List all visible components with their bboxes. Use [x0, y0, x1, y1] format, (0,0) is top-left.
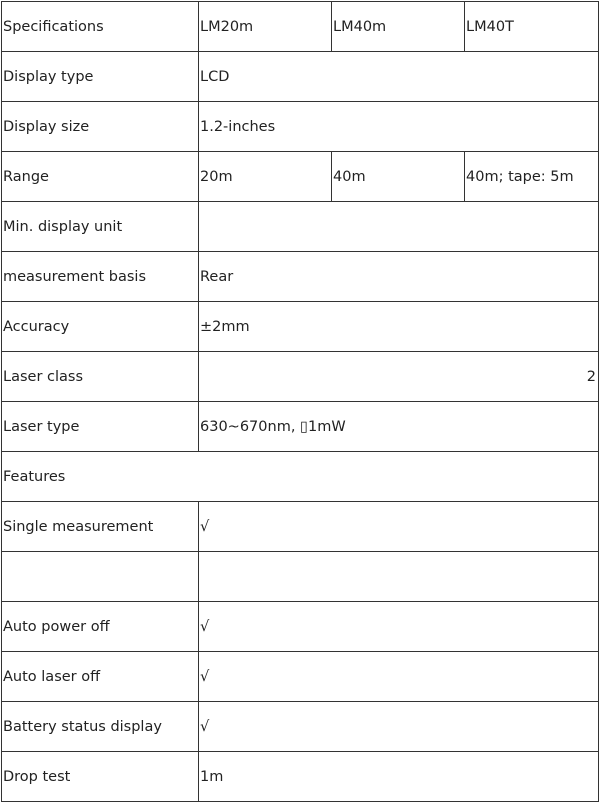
- row-label: Auto laser off: [2, 652, 199, 702]
- row-label: Accuracy: [2, 302, 199, 352]
- table-row: [2, 152, 599, 202]
- specifications-table: [1, 1, 599, 802]
- row-label: Display size: [2, 102, 199, 152]
- model-header-lm20m: LM20m: [199, 2, 332, 52]
- row-value: √: [199, 602, 599, 652]
- row-value: [199, 202, 599, 252]
- row-label: Specifications: [2, 2, 199, 52]
- table-row: [2, 552, 599, 602]
- table-row: [2, 652, 599, 702]
- table-row: [2, 252, 599, 302]
- range-value-lm40t: 40m; tape: 5m: [465, 152, 599, 202]
- section-heading-features: Features: [2, 452, 599, 502]
- row-value: √: [199, 702, 599, 752]
- range-value-lm40m: 40m: [332, 152, 465, 202]
- row-label: Auto power off: [2, 602, 199, 652]
- table-row: [2, 402, 599, 452]
- model-header-lm40m: LM40m: [332, 2, 465, 52]
- range-value-lm20m: 20m: [199, 152, 332, 202]
- row-label: [2, 552, 199, 602]
- table-row: [2, 302, 599, 352]
- row-label: Laser type: [2, 402, 199, 452]
- row-label: Laser class: [2, 352, 199, 402]
- table-row: [2, 52, 599, 102]
- row-value: 2: [199, 352, 599, 402]
- row-label: Battery status display: [2, 702, 199, 752]
- row-label: Drop test: [2, 752, 199, 802]
- row-label: Min. display unit: [2, 202, 199, 252]
- row-label: Range: [2, 152, 199, 202]
- row-value: [199, 552, 599, 602]
- row-value: √: [199, 502, 599, 552]
- row-value: 1.2-inches: [199, 102, 599, 152]
- table-row: [2, 202, 599, 252]
- table-row: [2, 502, 599, 552]
- table-row: [2, 702, 599, 752]
- row-label: measurement basis: [2, 252, 199, 302]
- table-row: [2, 752, 599, 802]
- table-row-section: [2, 452, 599, 502]
- table-row-header: [2, 2, 599, 52]
- table-row: [2, 102, 599, 152]
- model-header-lm40t: LM40T: [465, 2, 599, 52]
- table-row: [2, 602, 599, 652]
- row-value: Rear: [199, 252, 599, 302]
- row-value: 630~670nm, ▯1mW: [199, 402, 599, 452]
- row-value: LCD: [199, 52, 599, 102]
- row-value: 1m: [199, 752, 599, 802]
- row-value: √: [199, 652, 599, 702]
- row-label: Single measurement: [2, 502, 199, 552]
- row-label: Display type: [2, 52, 199, 102]
- table-row: [2, 352, 599, 402]
- row-value: ±2mm: [199, 302, 599, 352]
